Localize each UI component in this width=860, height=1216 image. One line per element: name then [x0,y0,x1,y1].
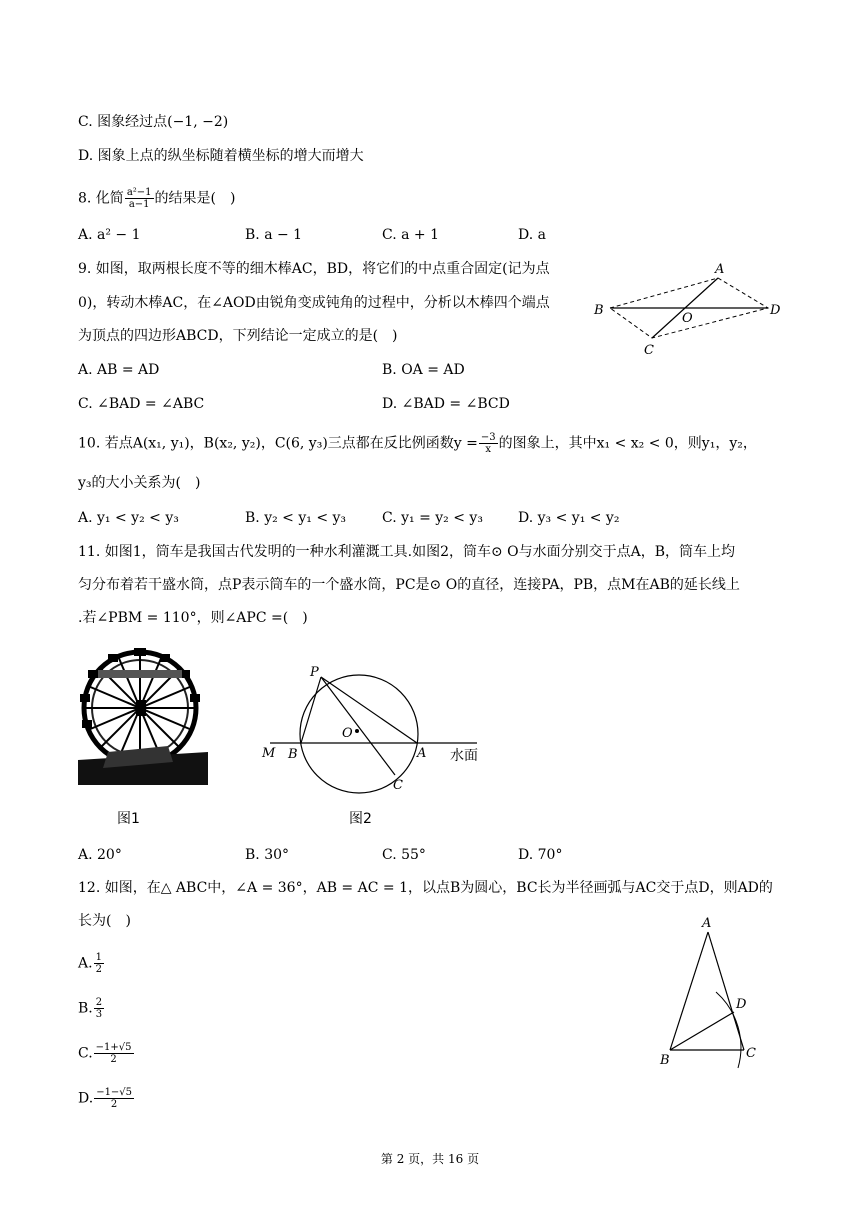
q10-fraction [479,432,498,455]
q12-option-b [78,997,105,1020]
q9-label-a: A [715,262,725,277]
q11-line-3: .若∠PBM = 110°，则∠APC =( ) [78,610,308,626]
q11-figure2 [252,660,492,800]
q12-label-b: B [660,1053,670,1068]
q11-label-m: M [262,746,276,761]
q12-option-a-fraction [94,952,104,975]
q10-line-1 [78,432,757,455]
q10-line-2: y₃的大小关系为( ) [78,475,201,491]
q12-option-d [78,1087,135,1110]
q12-option-a-denominator: 2 [95,964,102,975]
q12-label-a: A [702,916,712,931]
q9-option-d: D. ∠BAD = ∠BCD [382,396,510,412]
q11-label-a: A [417,746,427,761]
q11-label-b: B [288,747,298,762]
q11-center-dot [355,729,359,733]
q12-option-b-letter: B. [78,1000,93,1017]
q11-line-2: 匀分布着若干盛水筒，点P表示筒车的一个盛水筒，PC是⊙ O的直径，连接PA，PB，点M在AB的延长线上 [78,577,740,593]
q8-option-a: A. a² − 1 [78,227,141,243]
q11-label-o: O [342,726,353,741]
q9-label-d: D [770,303,781,318]
q12-option-d-numerator: −1−√5 [96,1087,133,1098]
q11-label-p: P [310,665,319,680]
q12-segment-ab [670,932,708,1050]
q12-option-b-fraction [94,997,104,1020]
q8-fraction [125,187,154,210]
q12-option-d-denominator: 2 [110,1099,118,1110]
q10-option-c: C. y₁ = y₂ < y₃ [382,510,483,526]
q12-option-b-denominator: 3 [95,1009,103,1020]
q12-option-a-letter: A. [78,955,93,972]
q8-stem-post: 的结果是( ) [154,190,236,207]
q8-option-d: D. a [518,227,546,243]
q12-segment-bd [670,1012,734,1050]
q7-option-c: C. 图象经过点(−1, −2) [78,114,229,130]
q11-line-1: 11. 如图1，筒车是我国古代发明的一种水利灌溉工具.如图2，筒车⊙ O与水面分别交于点A，B，筒车上均 [78,544,736,560]
q9-label-o: O [682,311,693,326]
q9-label-c: C [644,343,654,358]
q7-option-d: D. 图象上点的纵坐标随着横坐标的增大而增大 [78,148,364,164]
q11-option-d: D. 70° [518,847,563,863]
q10-option-d: D. y₃ < y₁ < y₂ [518,510,620,526]
q8-option-b: B. a − 1 [245,227,303,243]
q10-line-1-post: 的图象上，其中x₁ < x₂ < 0，则y₁，y₂， [498,435,757,452]
q11-label-c: C [393,778,403,793]
q9-label-b: B [594,303,604,318]
q9-option-b: B. OA = AD [382,362,465,378]
q9-line-2: 0)，转动木棒AC，在∠AOD由锐角变成钝角的过程中，分析以木棒四个端点 [78,295,550,311]
q12-option-d-letter: D. [78,1090,94,1107]
q12-option-c-fraction [94,1042,134,1065]
q12-label-d: D [736,997,747,1012]
q12-option-c-denominator: 2 [110,1054,117,1065]
q11-waterwheel-image [78,640,208,785]
q8-fraction-denominator: a−1 [128,199,150,210]
q12-option-d-fraction [94,1087,134,1110]
q8-option-c: C. a + 1 [382,227,439,243]
q12-segment-ac [708,932,744,1050]
q12-option-c-letter: C. [78,1045,93,1062]
q11-diameter-pc [321,677,395,775]
q10-fraction-numerator: −3 [480,432,496,443]
q12-option-b-numerator: 2 [95,997,103,1008]
q11-segment-pb [301,677,321,743]
q11-circle-o [300,675,418,793]
q10-option-a: A. y₁ < y₂ < y₃ [78,510,179,526]
q10-line-1-pre: 10. 若点A(x₁, y₁)，B(x₂, y₂)，C(6, y₃)三点都在反比例函数y = [78,435,478,452]
page-footer: 第 2 页，共 16 页 [380,1152,480,1166]
q11-segment-pa [321,677,417,743]
q9-line-1: 9. 如图，取两根长度不等的细木棒AC，BD，将它们的中点重合固定(记为点 [78,261,550,277]
q11-figure2-caption: 图2 [349,811,372,827]
q12-option-a [78,952,105,975]
q8-fraction-numerator: a²−1 [126,187,152,198]
q9-line-3: 为顶点的四边形ABCD，下列结论一定成立的是( ) [78,328,398,344]
q9-option-a: A. AB = AD [78,362,160,378]
q12-option-a-numerator: 1 [95,952,102,963]
q9-option-c: C. ∠BAD = ∠ABC [78,396,205,412]
q11-option-a: A. 20° [78,847,122,863]
q8-stem-pre: 8. 化简 [78,190,124,207]
q11-option-c: C. 55° [382,847,426,863]
q10-fraction-denominator: x [485,444,492,455]
q12-option-c [78,1042,135,1065]
q12-line-2: 长为( ) [78,913,131,929]
q12-line-1: 12. 如图，在△ ABC中，∠A = 36°，AB = AC = 1，以点B为圆心，BC长为半径画弧与AC交于点D，则AD的 [78,880,773,896]
q11-option-b: B. 30° [245,847,290,863]
q10-option-b: B. y₂ < y₁ < y₃ [245,510,347,526]
q9-figure [590,258,790,358]
q12-label-c: C [746,1046,756,1061]
q12-figure [650,912,770,1072]
q11-figure1-caption: 图1 [117,811,140,827]
q11-label-water: 水面 [450,748,478,764]
q12-option-c-numerator: −1+√5 [95,1042,132,1053]
q8-stem [78,187,235,210]
